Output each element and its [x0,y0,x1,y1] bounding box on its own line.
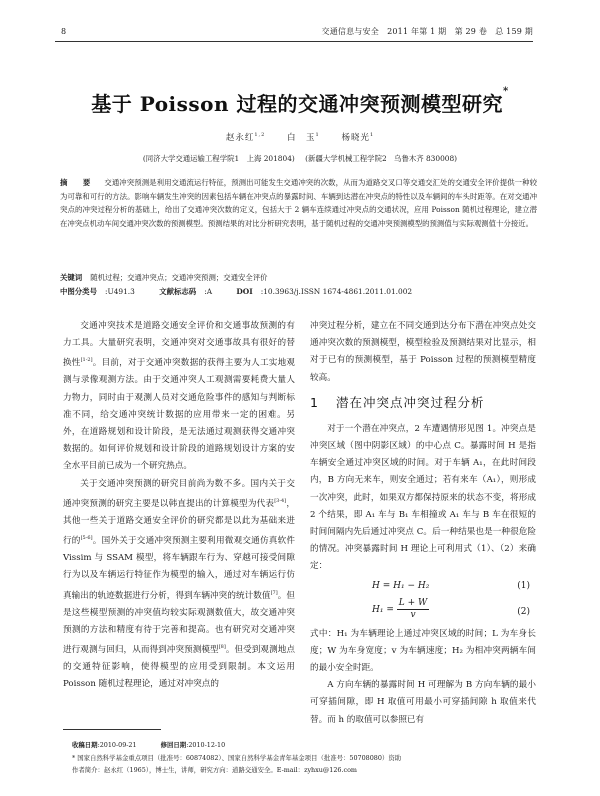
affiliation: (新疆大学机械工程学院2 乌鲁木齐 830008) [305,154,458,163]
equation-expression [372,578,429,595]
fraction [397,598,430,621]
equation-lhs: H [372,580,380,591]
revised-value: 2010-12-10 [188,741,226,749]
keywords [60,272,537,283]
fraction-denominator: v [410,609,416,620]
equation-lhs: H₁ [372,604,384,615]
body-paragraph [63,476,295,694]
paragraph-text: 。但受到观测地点的交通特征影响，使得模型的应用受到限制。本文运用 Poisson 随机过程理论，通过对冲突点的 [63,644,295,690]
author-name: 白 玉 [287,133,316,143]
received-date: 收稿日期:2010-09-21 [72,741,137,749]
fraction-numerator: L + W [398,597,428,608]
equation-operator: = [386,604,394,615]
citation: [5-6] [80,535,93,542]
paragraph-text: ，其他一些关于道路交通安全评价的研究都是以此为基础来进行的 [63,498,295,547]
equation-number: (1) [517,580,530,591]
paragraph-text: 关于交通冲突预测的研究目前尚为数不多。国内关于交通冲突预测的研究主要是以韩直提出的计算模型为代表 [63,478,295,509]
affiliation: (同济大学交通运输工程学院1 上海 201804) [142,154,295,163]
footnotes [72,739,542,777]
author-list [0,131,600,143]
journal-info: 交通信息与安全 2011 年第 1 期 第 29 卷 总 159 期 [321,27,533,36]
paragraph-text: 。但是这些模型预测的冲突值均较实际观测数值大，故交通冲突预测的方法和精度有待于完善和提高。也有研究对交通冲突进行观测与回归，从而得到冲突预测模型 [63,590,295,655]
section-number: 1 [310,394,319,410]
clc-label: 中图分类号 [60,287,97,296]
document-code: 文献标志码 :A [159,287,213,296]
equation-1 [310,576,536,596]
equation-expression [372,598,429,621]
abstract-text: 交通冲突预测是利用交通流运行特征，预测出可能发生交通冲突的次数，从而为道路交叉口等交通交汇处的交通安全评价提供一种较为可靠和可行的方法。影响车辆发生冲突的因素包括车辆在冲突点的暴露时间、车辆到达潜在冲突点的特性以及车辆间的车头时距等。在对交通冲突点的冲突过程分析的基础上，给出了交通冲突次数的定义，包括大于 2 辆车连续通过冲突点的交通状况，应用 Poisson 随机过程理论，建立潜在冲突点机动车间交通冲突次数的预测模型。预测结果的对比分析研究表明，基于随机过程的交通冲突预测模型的预测值与实际观测值十分接近。 [60,178,537,228]
equation-operator: = [382,580,391,591]
revised-date: 修回日期:2010-12-10 [160,741,226,749]
keywords-label: 关键词 [60,273,83,282]
citation: [7] [270,589,278,596]
equation-2 [310,596,536,626]
body-paragraph: 冲突过程分析，建立在不同交通到达分布下潜在冲突点处交通冲突次数的预测模型，模型检验及预测结果对比显示，相对于已有的预测模型，基于 Poisson 过程的预测模型精度较高。 [310,321,536,383]
affiliations [0,153,600,164]
author-affil-mark: 1,2 [254,132,266,139]
citation: [1-2] [80,357,93,364]
author [341,133,374,143]
running-header [55,26,533,38]
doi-value: 10.3963/j.ISSN 1674-4861.2011.01.002 [263,287,413,296]
paragraph-text: 。目前，对于交通冲突数据的获得主要为人工实地观测与录像观测方法。由于交通冲突人工观测需要耗费大量人力物力，同时由于观测人员对交通危险事件的感知与判断标准不同，给交通冲突统计数据的应用带来一定的困难。另外，在道路规划和设计阶段，是无法通过观测获得交通冲突数据的。如何评价规划和设计阶段的道路规划设计方案的安全水平目前已成为一个研究热点。 [63,358,295,472]
body-paragraph: 式中：H₁ 为车辆理论上通过冲突区域的时间；L 为车身长度；W 为车身宽度；v 为车辆速度；H₂ 为相冲突两辆车间的最小安全时距。 [310,628,536,674]
footnote-funding: * 国家自然科学基金重点项目（批准号：60874082）、国家自然科学基金青年基金项目（批准号：50708080）资助 [72,753,402,762]
body-paragraph: A 方向车辆的暴露时间 H 可理解为 B 方向车辆的最小可穿插间隙，即 H 取值可用最小可穿插间隙 h 取值来代替。而 h 的取值可以参照已有 [310,680,536,725]
footnote-author-bio: 作者简介：赵永红（1965），博士生，讲师，研究方向：道路交通安全。E-mail：zyhxu@126.com [72,766,357,774]
author [287,133,320,143]
clc-value: U491.3 [107,287,135,296]
body-paragraph [63,318,295,476]
author [226,133,265,143]
footnote-dates [72,739,542,752]
paper-title-text: 基于 Poisson 过程的交通冲突预测模型研究 [91,92,504,116]
paper-title [0,88,600,117]
citation: [8] [218,644,226,651]
classification-line [60,286,537,297]
title-footnote-mark: * [503,86,509,97]
paragraph-text: 交通冲突技术是道路交通安全评价和交通事故预测的有力工具。大量研究表明，交通冲突对交通事故具有很好的替换性 [63,321,295,369]
section-title: 潜在冲突点冲突过程分析 [336,394,485,410]
header-rule [55,41,533,42]
section-heading [310,393,536,413]
body-right-column [310,318,536,729]
page-number: 8 [61,27,67,36]
equation-rhs: H₁ − H₂ [393,580,430,591]
clc-number: 中图分类号 :U491.3 [60,287,135,296]
author-affil-mark: 1 [369,132,375,139]
paragraph-text: 。国外关于交通冲突预测主要利用微观交通仿真软件 Vissim 与 SSAM 模型，将车辆跟车行为、穿越可接受间隙行为以及车辆运行特征作为模型的输入，通过对车辆运行仿真输出的轨迹数据进行分析，得到车辆冲突的统计数值 [63,536,295,601]
author-affil-mark: 1 [315,132,320,139]
doi-label: DOI [236,287,253,296]
doc-code-label: 文献标志码 [159,287,197,296]
author-name: 赵永红 [225,133,255,143]
doc-code-value: A [206,287,213,296]
keywords-text: 随机过程；交通冲突点；交通冲突预测；交通安全评价 [90,273,268,282]
body-paragraph: 对于一个潜在冲突点，2 车遭遇情形见图 1。冲突点是冲突区域（图中阴影区域）的中心点 C。暴露时间 H 是指车辆安全通过冲突区域的时间。对于车辆 A₁，在此时间段内，B 方向无来车，则安全通过；若有来车（A₁），则形成一次冲突，此时，如果双方都保持原来的状态不变，将形成 2 个结果，即 A₁ 车与 B₁ 车相撞或 A₁ 车与 B 车在很短的时间间隔内先后通过冲突点 C。后一种结果也是一种很危险的情况。冲突暴露时间 H 理论上可利用式（1）、（2）来确定： [310,423,536,572]
equation-number: (2) [517,606,530,617]
received-label: 收稿日期 [72,741,98,749]
footnote-rule [63,729,161,730]
received-value: 2010-09-21 [99,741,137,749]
revised-label: 修回日期 [160,741,187,749]
body-left-column [63,318,295,694]
doi: DOI :10.3963/j.ISSN 1674-4861.2011.01.002 [236,287,413,296]
author-name: 杨晓光 [341,133,370,143]
abstract-label: 摘 要 [60,178,95,187]
abstract [60,176,537,230]
citation: [3-4] [274,497,287,504]
